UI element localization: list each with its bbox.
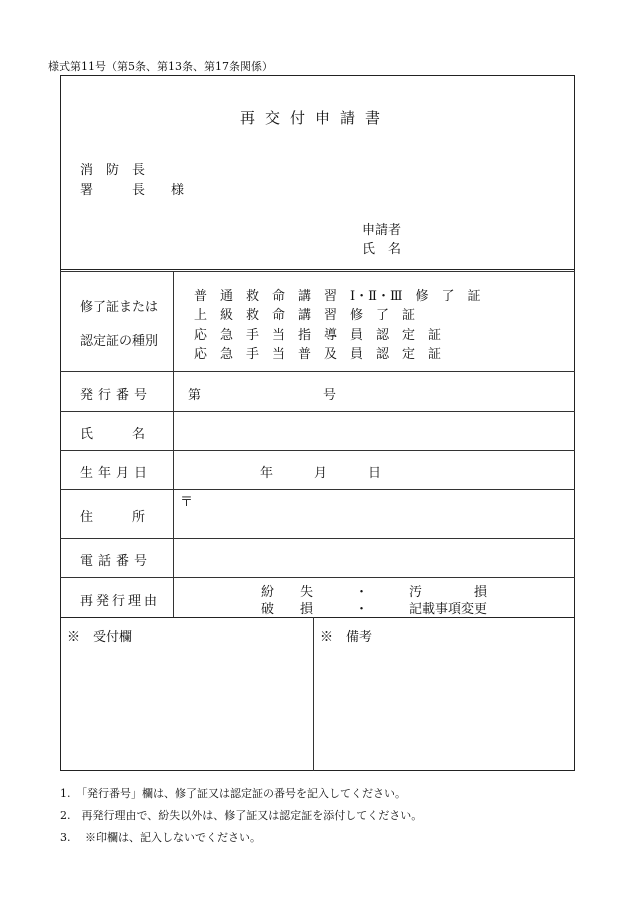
- note-1: 1. 「発行番号」欄は、修了証又は認定証の番号を記入してください。: [60, 787, 406, 800]
- birth-date-label: 生年月日: [80, 466, 153, 481]
- certificate-option-first-aid-instructor[interactable]: 応 急 手 当 指 導 員 認 定 証: [194, 328, 442, 343]
- phone-field[interactable]: [175, 540, 573, 576]
- applicant-label: 申請者: [362, 223, 402, 238]
- reason-soiled[interactable]: 汚 損: [409, 585, 488, 600]
- reason-separator-1: ・: [355, 585, 369, 600]
- divider-phone-bottom: [60, 577, 575, 578]
- certificate-option-first-aid-promoter[interactable]: 応 急 手 当 普 及 員 認 定 証: [194, 347, 442, 362]
- bottom-box-divider: [313, 617, 314, 771]
- certificate-option-advanced-lifesaving[interactable]: 上 級 救 命 講 習 修 了 証: [194, 308, 416, 323]
- birth-month-unit: 月: [314, 466, 328, 481]
- divider-reason-bottom: [60, 617, 575, 618]
- phone-label: 電話番号: [80, 554, 153, 569]
- reception-label: ※ 受付欄: [67, 630, 133, 645]
- divider-address-bottom: [60, 538, 575, 539]
- name-field[interactable]: [175, 413, 573, 449]
- divider-birth-bottom: [60, 489, 575, 490]
- divider-header-bottom: [60, 269, 575, 270]
- issue-number-label: 発行番号: [80, 388, 153, 403]
- divider-header-bottom-double: [60, 271, 575, 272]
- reason-details-changed[interactable]: 記載事項変更: [409, 602, 488, 617]
- certificate-option-basic-lifesaving[interactable]: 普 通 救 命 講 習 Ⅰ・Ⅱ・Ⅲ 修 了 証: [194, 289, 481, 304]
- applicant-name-label: 氏 名: [362, 242, 402, 257]
- certificate-type-label-1: 修了証または: [80, 300, 159, 315]
- addressee-line-1: 消 防 長: [80, 163, 146, 178]
- note-3: 3. ※印欄は、記入しないでください。: [60, 831, 261, 844]
- reason-separator-2: ・: [355, 602, 369, 617]
- label-column-divider: [173, 271, 174, 617]
- issue-number-suffix: 号: [323, 388, 337, 403]
- postal-mark: 〒: [180, 495, 194, 510]
- address-label: 住 所: [80, 510, 146, 525]
- issue-number-prefix: 第: [188, 388, 202, 403]
- reason-damaged[interactable]: 破 損: [261, 602, 314, 617]
- remarks-label: ※ 備考: [320, 630, 373, 645]
- form-title: 再交付申請書: [239, 109, 390, 127]
- address-field[interactable]: [175, 491, 573, 537]
- divider-name-bottom: [60, 450, 575, 451]
- reason-label: 再発行理由: [80, 594, 161, 609]
- note-2: 2. 再発行理由で、紛失以外は、修了証又は認定証を添付してください。: [60, 809, 423, 822]
- form-number: 様式第11号（第5条、第13条、第17条関係）: [48, 60, 273, 73]
- reason-lost[interactable]: 紛 失: [261, 585, 314, 600]
- certificate-type-label-2: 認定証の種別: [80, 334, 159, 349]
- divider-type-bottom: [60, 371, 575, 372]
- name-label: 氏 名: [80, 427, 146, 442]
- birth-day-unit: 日: [368, 466, 382, 481]
- addressee-line-2: 署 長 様: [80, 183, 185, 198]
- birth-year-unit: 年: [260, 466, 274, 481]
- divider-issue-bottom: [60, 411, 575, 412]
